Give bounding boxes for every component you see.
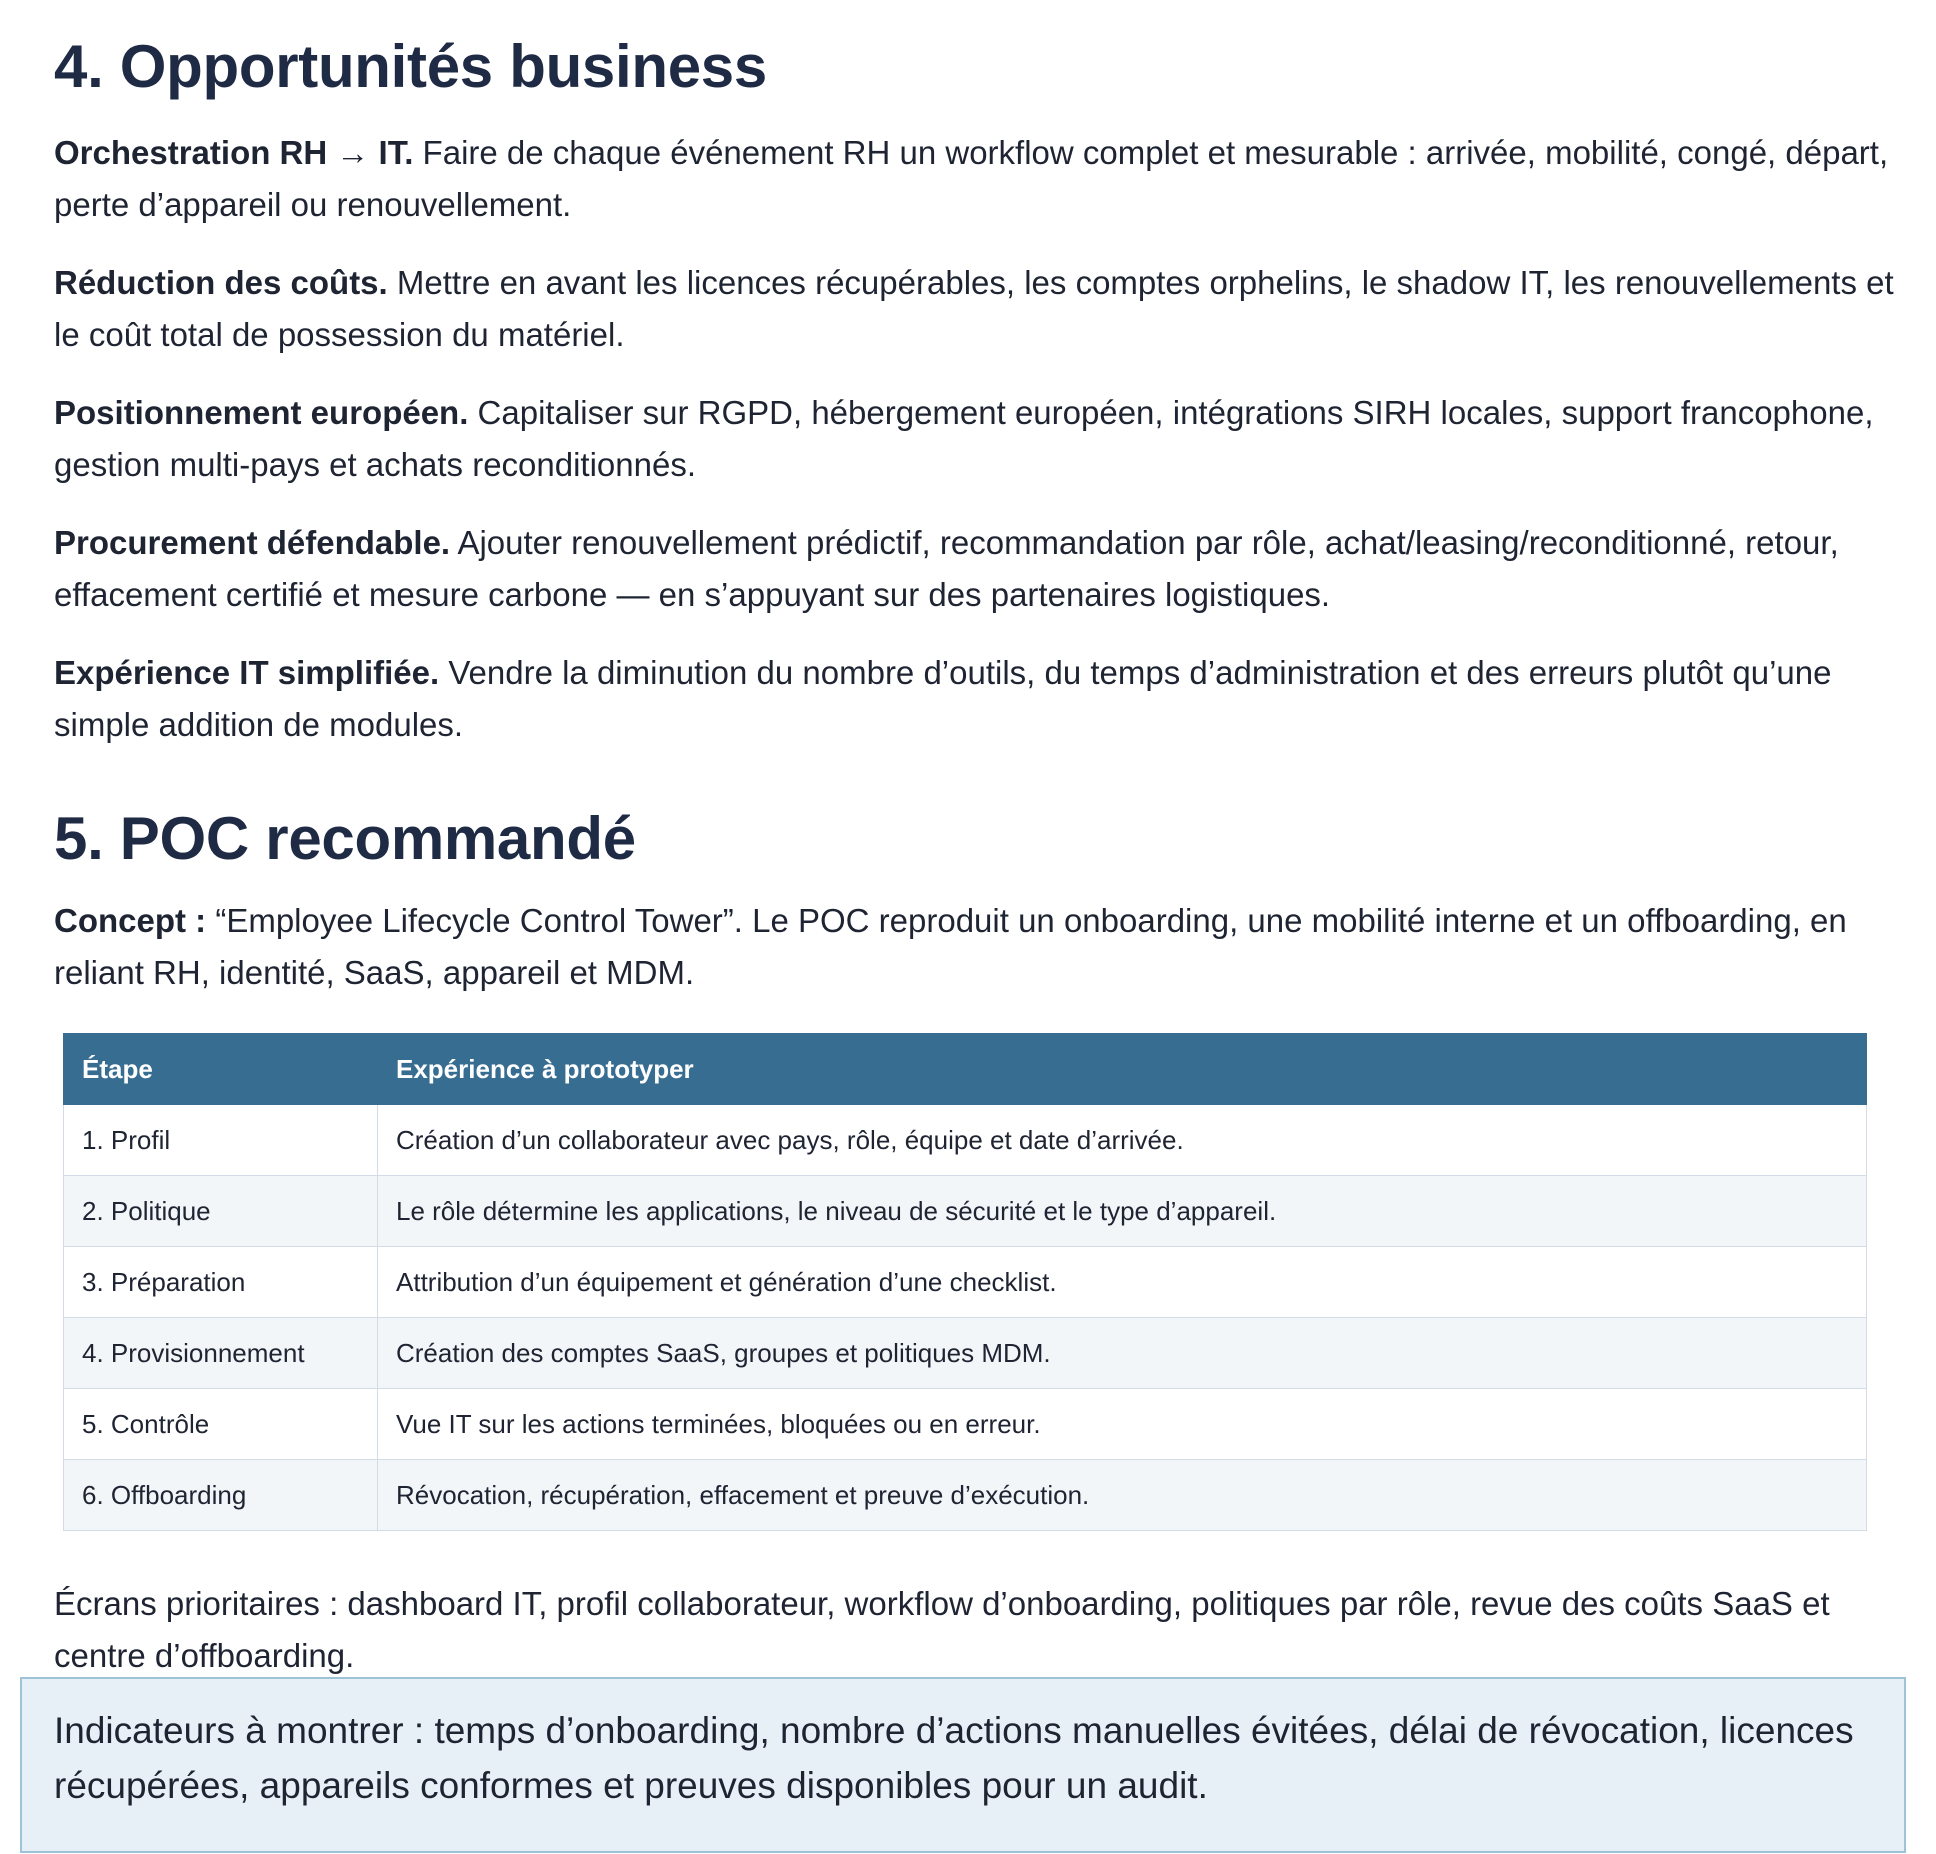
paragraph-text: Vendre la diminution du nombre d’outils, du temps d’administration et des erreurs plutôt qu’une simple addition de modules. [54, 654, 1832, 743]
paragraph-experience-it [54, 647, 1914, 751]
opportunities-list [54, 127, 1914, 751]
indicators-callout [20, 1677, 1906, 1853]
table-cell-description: Le rôle détermine les applications, le niveau de sécurité et le type d’appareil. [378, 1176, 1867, 1247]
table-cell-description: Révocation, récupération, effacement et preuve d’exécution. [378, 1460, 1867, 1531]
table-header-etape: Étape [64, 1034, 378, 1105]
paragraph-ecrans-prioritaires: Écrans prioritaires : dashboard IT, profil collaborateur, workflow d’onboarding, politiques par rôle, revue des coûts SaaS et centre d’offboarding. [54, 1585, 1830, 1674]
table-cell-step: 1. Profil [64, 1105, 378, 1176]
table-row [64, 1247, 1867, 1318]
paragraph-lead: Expérience IT simplifiée. [54, 654, 440, 691]
callout-text: Indicateurs à montrer : temps d’onboarding, nombre d’actions manuelles évitées, délai de révocation, licences récupérées, appareils conformes et preuves disponibles pour un audit. [54, 1710, 1854, 1806]
paragraph-text: “Employee Lifecycle Control Tower”. Le POC reproduit un onboarding, une mobilité interne et un offboarding, en reliant RH, identité, SaaS, appareil et MDM. [54, 902, 1847, 991]
table-row [64, 1176, 1867, 1247]
poc-steps-table [63, 1033, 1867, 1531]
paragraph-concept [54, 895, 1914, 999]
paragraph-lead: Procurement défendable. [54, 524, 451, 561]
table-row [64, 1389, 1867, 1460]
paragraph-text: Ajouter renouvellement prédictif, recommandation par rôle, achat/leasing/reconditionné, retour, effacement certifié et mesure carbone — en s’appuyant sur des partenaires logistiques. [54, 524, 1839, 613]
paragraph-text: Faire de chaque événement RH un workflow complet et mesurable : arrivée, mobilité, congé, départ, perte d’appareil ou renouvellement. [54, 134, 1889, 223]
paragraph-text: Mettre en avant les licences récupérables, les comptes orphelins, le shadow IT, les renouvellements et le coût total de possession du matériel. [54, 264, 1894, 353]
table-cell-description: Création des comptes SaaS, groupes et politiques MDM. [378, 1318, 1867, 1389]
table-header-row [64, 1034, 1867, 1105]
table-row [64, 1460, 1867, 1531]
paragraph-positionnement [54, 387, 1914, 491]
table-cell-step: 3. Préparation [64, 1247, 378, 1318]
paragraph-lead: Réduction des coûts. [54, 264, 388, 301]
paragraph-reduction-couts [54, 257, 1914, 361]
paragraph-text: Capitaliser sur RGPD, hébergement européen, intégrations SIRH locales, support francophone, gestion multi-pays et achats reconditionnés. [54, 394, 1874, 483]
table-header-experience: Expérience à prototyper [378, 1034, 1867, 1105]
paragraph-lead: Positionnement européen. [54, 394, 469, 431]
paragraph-lead: Concept : [54, 902, 207, 939]
table-cell-description: Vue IT sur les actions terminées, bloquées ou en erreur. [378, 1389, 1867, 1460]
paragraph-orchestration [54, 127, 1914, 231]
table-cell-description: Création d’un collaborateur avec pays, rôle, équipe et date d’arrivée. [378, 1105, 1867, 1176]
table-row [64, 1318, 1867, 1389]
paragraph-procurement [54, 517, 1914, 621]
table-cell-step: 6. Offboarding [64, 1460, 378, 1531]
table-row [64, 1105, 1867, 1176]
table-cell-step: 4. Provisionnement [64, 1318, 378, 1389]
paragraph-lead: Orchestration RH → IT. [54, 134, 414, 171]
section-heading-opportunites: 4. Opportunités business [54, 33, 767, 100]
table-cell-description: Attribution d’un équipement et génération d’une checklist. [378, 1247, 1867, 1318]
section-heading-poc: 5. POC recommandé [54, 805, 636, 872]
table-cell-step: 5. Contrôle [64, 1389, 378, 1460]
document-page [54, 0, 1914, 1674]
table-cell-step: 2. Politique [64, 1176, 378, 1247]
